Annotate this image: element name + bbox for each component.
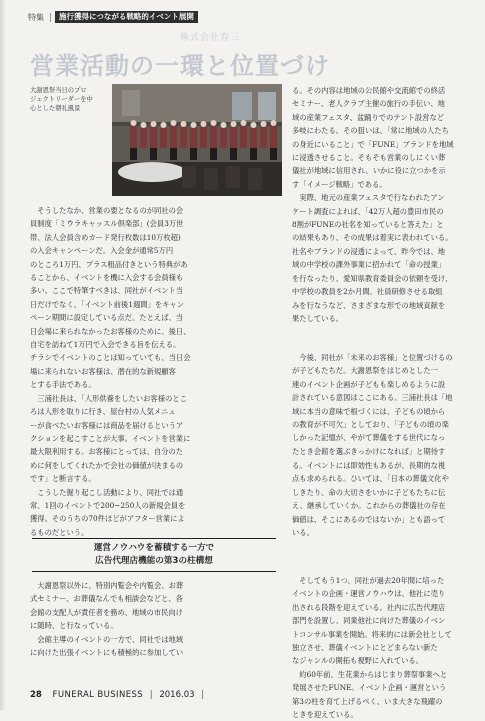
- page-binding-edge: [0, 0, 6, 710]
- issue-date: 2016.03: [159, 690, 195, 700]
- article-body-left-bottom: 大謝恩祭以外に、特別内覧会や内覧会、お葬 式セミナー、お葬儀なんでも相談会などと、各 会館の支配人が責任者を務め、地域の市民向け に随時、と行なっている。 会館主導のイベントの一方で、同社では地域 に向けた出張イベントにも積極的に参加してい: [30, 581, 184, 658]
- company-name-ghost: 株式会社春三: [180, 33, 241, 43]
- footer-divider-end: |: [201, 690, 205, 700]
- subheading-line-2: 広告代理店機能の第3の柱構想: [95, 556, 213, 566]
- article-body-right-top: る。その内容は地域の公民館や交流館での終活 セミナー、老人クラブ主催の旅行の手伝い、地 域の産業フェスタ、盆踊りでのテント設営など 多岐にわたる。その狙いは、「常に地域の人たち の身近にいること」で「FUNE」ブランドを地域 に浸透させること。そもそも営業のしにくい葬 儀社が地域に信用され、いかに役に立つかを示 す「イメージ戦略」である。 実際、地元の産業フェスタで行なわれたアン ケート調査によれば、「42万人超の豊田市民の 8割がFUNEの社名を知っていると答えた」と の結果もあり、その成果は着実に表われている。 社名やブランドの浸透によって、昨今では、地 域の中学校の課外事業に招かれて「命の授業」 を行なったり、愛知県教育委員会の依頼を受け、 中学校の教員を2か月間、社員研修させる取組 みを行なうなど、さまざまな形での地域貢献を 果たしている。: [292, 86, 454, 323]
- footer-divider: |: [149, 690, 153, 700]
- morning-assembly-photo: [112, 84, 282, 196]
- subheading-line-1: 運営ノウハウを蓄積する一方で: [93, 543, 215, 553]
- magazine-name: FUNERAL BUSINESS: [52, 690, 144, 700]
- article-headline-ghost: 営業活動の一環と位置づけ: [30, 52, 330, 80]
- article-body-right-middle: 今後、同社が「未来のお客様」と位置づけるの が子どもたちだ。大謝恩祭をはじめとした一 連のイベント企画が子どもも楽しめるように設 計されている意図はここにある。三浦社長は「地 域に本当の意味で根づくには、子どもの頃から の教育が不可欠」としており、「子どもの頃の楽 しかった記憶が、やがて葬儀をする世代になっ たとき会館を選ぶきっかけになれば」と期待す: [292, 353, 453, 456]
- page-number: 28: [30, 690, 42, 700]
- section-subheading: [32, 538, 276, 572]
- page-footer: [30, 690, 208, 700]
- article-body-right-middle-2: る。イベントには即効性もあるが、長期的な視 点も求められる。ひいては、「日本の葬儀文化や しきたり、命の大切さをいかに子どもたちに伝 え、継承していくか。これからの葬儀社の存在 価値は、そこにあるのではないか」とも語って いる。: [292, 461, 449, 538]
- article-body-right-bottom: そしてもう1つ、同社が過去20年間に培った イベントの企画・運営ノウハウは、他社に売り 出される段階を迎えている。社内に広告代理店 部門を設置し、同業他社に向けた葬儀のイベン トコンサル事業を開始。将来的には新会社として 独立させ、葬儀イベントにとどまらない新た なジャンルの開拓も視野に入れている。 約60年前、生花業からはじまり葬祭事業へと 発展させたFUNE。イベント企画・運営という 第3の柱を育て上げるべく、いま大きな飛躍の ときを迎えている。: [292, 576, 452, 720]
- header-divider: [50, 13, 51, 22]
- section-tag: 特集: [28, 13, 44, 22]
- article-body-left-top: そうしたなか、営業の要となるのが同社の会 員制度「ミウラキャッスル倶楽部」(会員3万世 帯、法人会員含めカード発行枚数は10万枚超) の入会キャンペーンだ。入会金が通常5万円 のところ1万円、プラス粗品付きという特典があ ることから、イベントを機に入会する会員様も 多い。ここで特筆すべきは、同社がイベント当 日だけでなく、「イベント前後1週間」をキャン ペーン期間に設定している点だ。たとえば、当 日会場に来られなかったお客様のために、後日、 自宅を訪ねて1万円で入会できる旨を伝える。 チラシでイベントのことは知っていても、当日会 場に来られないお客様は、潜在的な新規顧客 とする手法である。 三浦社長は、「人形供養をしたいお客様のとこ ろは人形を取りに行き、屋台村の人気メニュ ーが食べたいお客様には商品を届けるというア クションを起こすことが大事。イベントを営業に 最大限利用する。お客様にとっては、自分のた めに何をしてくれたかで会社の価値が決まるの です」と断言する。 こうした掘り起こし活動により、同社では通 常、1回のイベントで200~250人の新規会員を 獲得。そのうちの70件ほどがアフター営業によ るものだという。: [30, 206, 191, 537]
- photo-caption: 大謝恩祭当日のプロ ジェクトリーダーを中 心とした朝礼風景: [30, 87, 93, 112]
- section-header: [28, 10, 468, 26]
- article-title-banner: [30, 28, 475, 80]
- feature-title: 施行獲得につながる戦略的イベント展開: [55, 11, 198, 23]
